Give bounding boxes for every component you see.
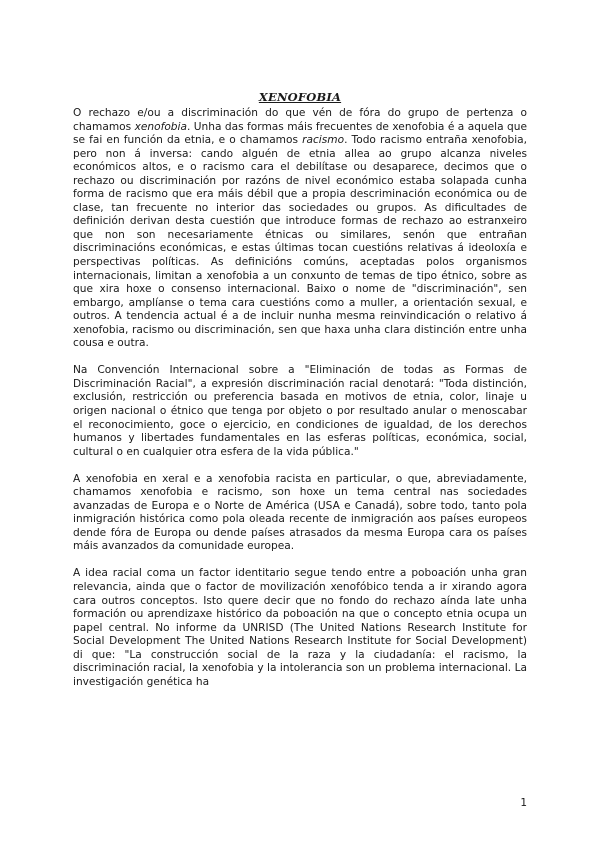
italic-term: xenofobia [134, 120, 187, 133]
body-paragraph-3 [73, 473, 527, 554]
text-run: A xenofobia en xeral e a xenofobia racista en particular, o que, abreviadamente, chamamos xenofobia e racismo, son hoxe un tema central nas sociedades avanzadas de Europa e o Norte de América (USA e Canadá), sobre todo, tanto pola inmigración histórica como pola oleada recente de inmigración aos países europeos dende fóra de Europa ou dende países atrasados da mesma Europa cara os países máis avanzados da comunidade europea. [73, 472, 527, 553]
italic-term: racismo [302, 134, 345, 147]
text-run: A idea racial coma un factor identitario segue tendo entre a poboación unha gran relevancia, ainda que o factor de movilización xenofóbico tenda a ir xirando agora cara outros conceptos. Isto quere decir que no fondo do rechazo aínda late unha formación ou aprendizaxe histórico da poboación na que o concepto etnia ocupa un papel central. No informe da UNRISD (The United Nations Research Institute for Social Development The United Nations Research Institute for Social Development) di que: "La construcción social de la raza y la ciudadanía: el racismo, la discriminación racial, la xenofobia y la intolerancia son un problema internacional. La investigación genética ha [73, 567, 527, 688]
document-body [73, 90, 527, 703]
body-paragraph-4 [73, 567, 527, 689]
text-run: Na Convención Internacional sobre a "Eliminación de todas as Formas de Discriminación Racial", a expresión discriminación racial denotará: "Toda distinción, exclusión, restricción ou preferencia basada en motivos de etnia, color, linaje u origen nacional o étnico que tenga por objeto o por resultado anular o menoscabar el reconocimiento, goce o ejercicio, en condiciones de igualdad, de los derechos humanos y libertades fundamentales en las esferas políticas, económica, social, cultural o en cualquier otra esfera de la vida pública." [73, 364, 527, 458]
text-run: O rechazo e/ou a discriminación do que vén de fóra do grupo de pertenza o chamamos [73, 107, 527, 133]
body-paragraph-1 [73, 107, 527, 351]
text-run: . Todo racismo entraña xenofobia, pero non á inversa: cando alguén de etnia allea ao grupo alcanza niveles económicos altos, e o racismo cara el debilítase ou desaparece, decimos que o rechazo ou discriminación por razóns de nivel económico estaba solapada cunha forma de racismo que era máis débil que a propia descriminación económica ou de clase, tan frecuente no interior das sociedades ou grupos. As dificultades de definición derivan desta cuestión que introduce formas de rechazo ao estranxeiro que non son necesariamente étnicas ou similares, senón que entrañan discriminacións económicas, e estas últimas tocan cuestións relativas á ideoloxía e perspectivas políticas. As definicións comúns, aceptadas polos organismos internacionais, limitan a xenofobia a un conxunto de temas de tipo étnico, sobre as que xira hoxe o consenso internacional. Baixo o nome de "discriminación", sen embargo, amplíanse o tema cara cuestións como a muller, a orientación sexual, e outros. A tendencia actual é a de incluir nunha mesma reinvindicación o relativo á xenofobia, racismo ou discriminación, sen que haxa unha clara distinción entre unha cousa e outra. [73, 134, 527, 350]
document-title: XENOFOBIA [258, 90, 342, 104]
page-number: 1 [520, 797, 527, 809]
paragraph-container [73, 107, 527, 689]
body-paragraph-2 [73, 364, 527, 459]
text-run: . Unha das formas máis frecuentes de xenofobia é a aquela que se fai en función da etnia, e o chamamos [73, 120, 527, 147]
